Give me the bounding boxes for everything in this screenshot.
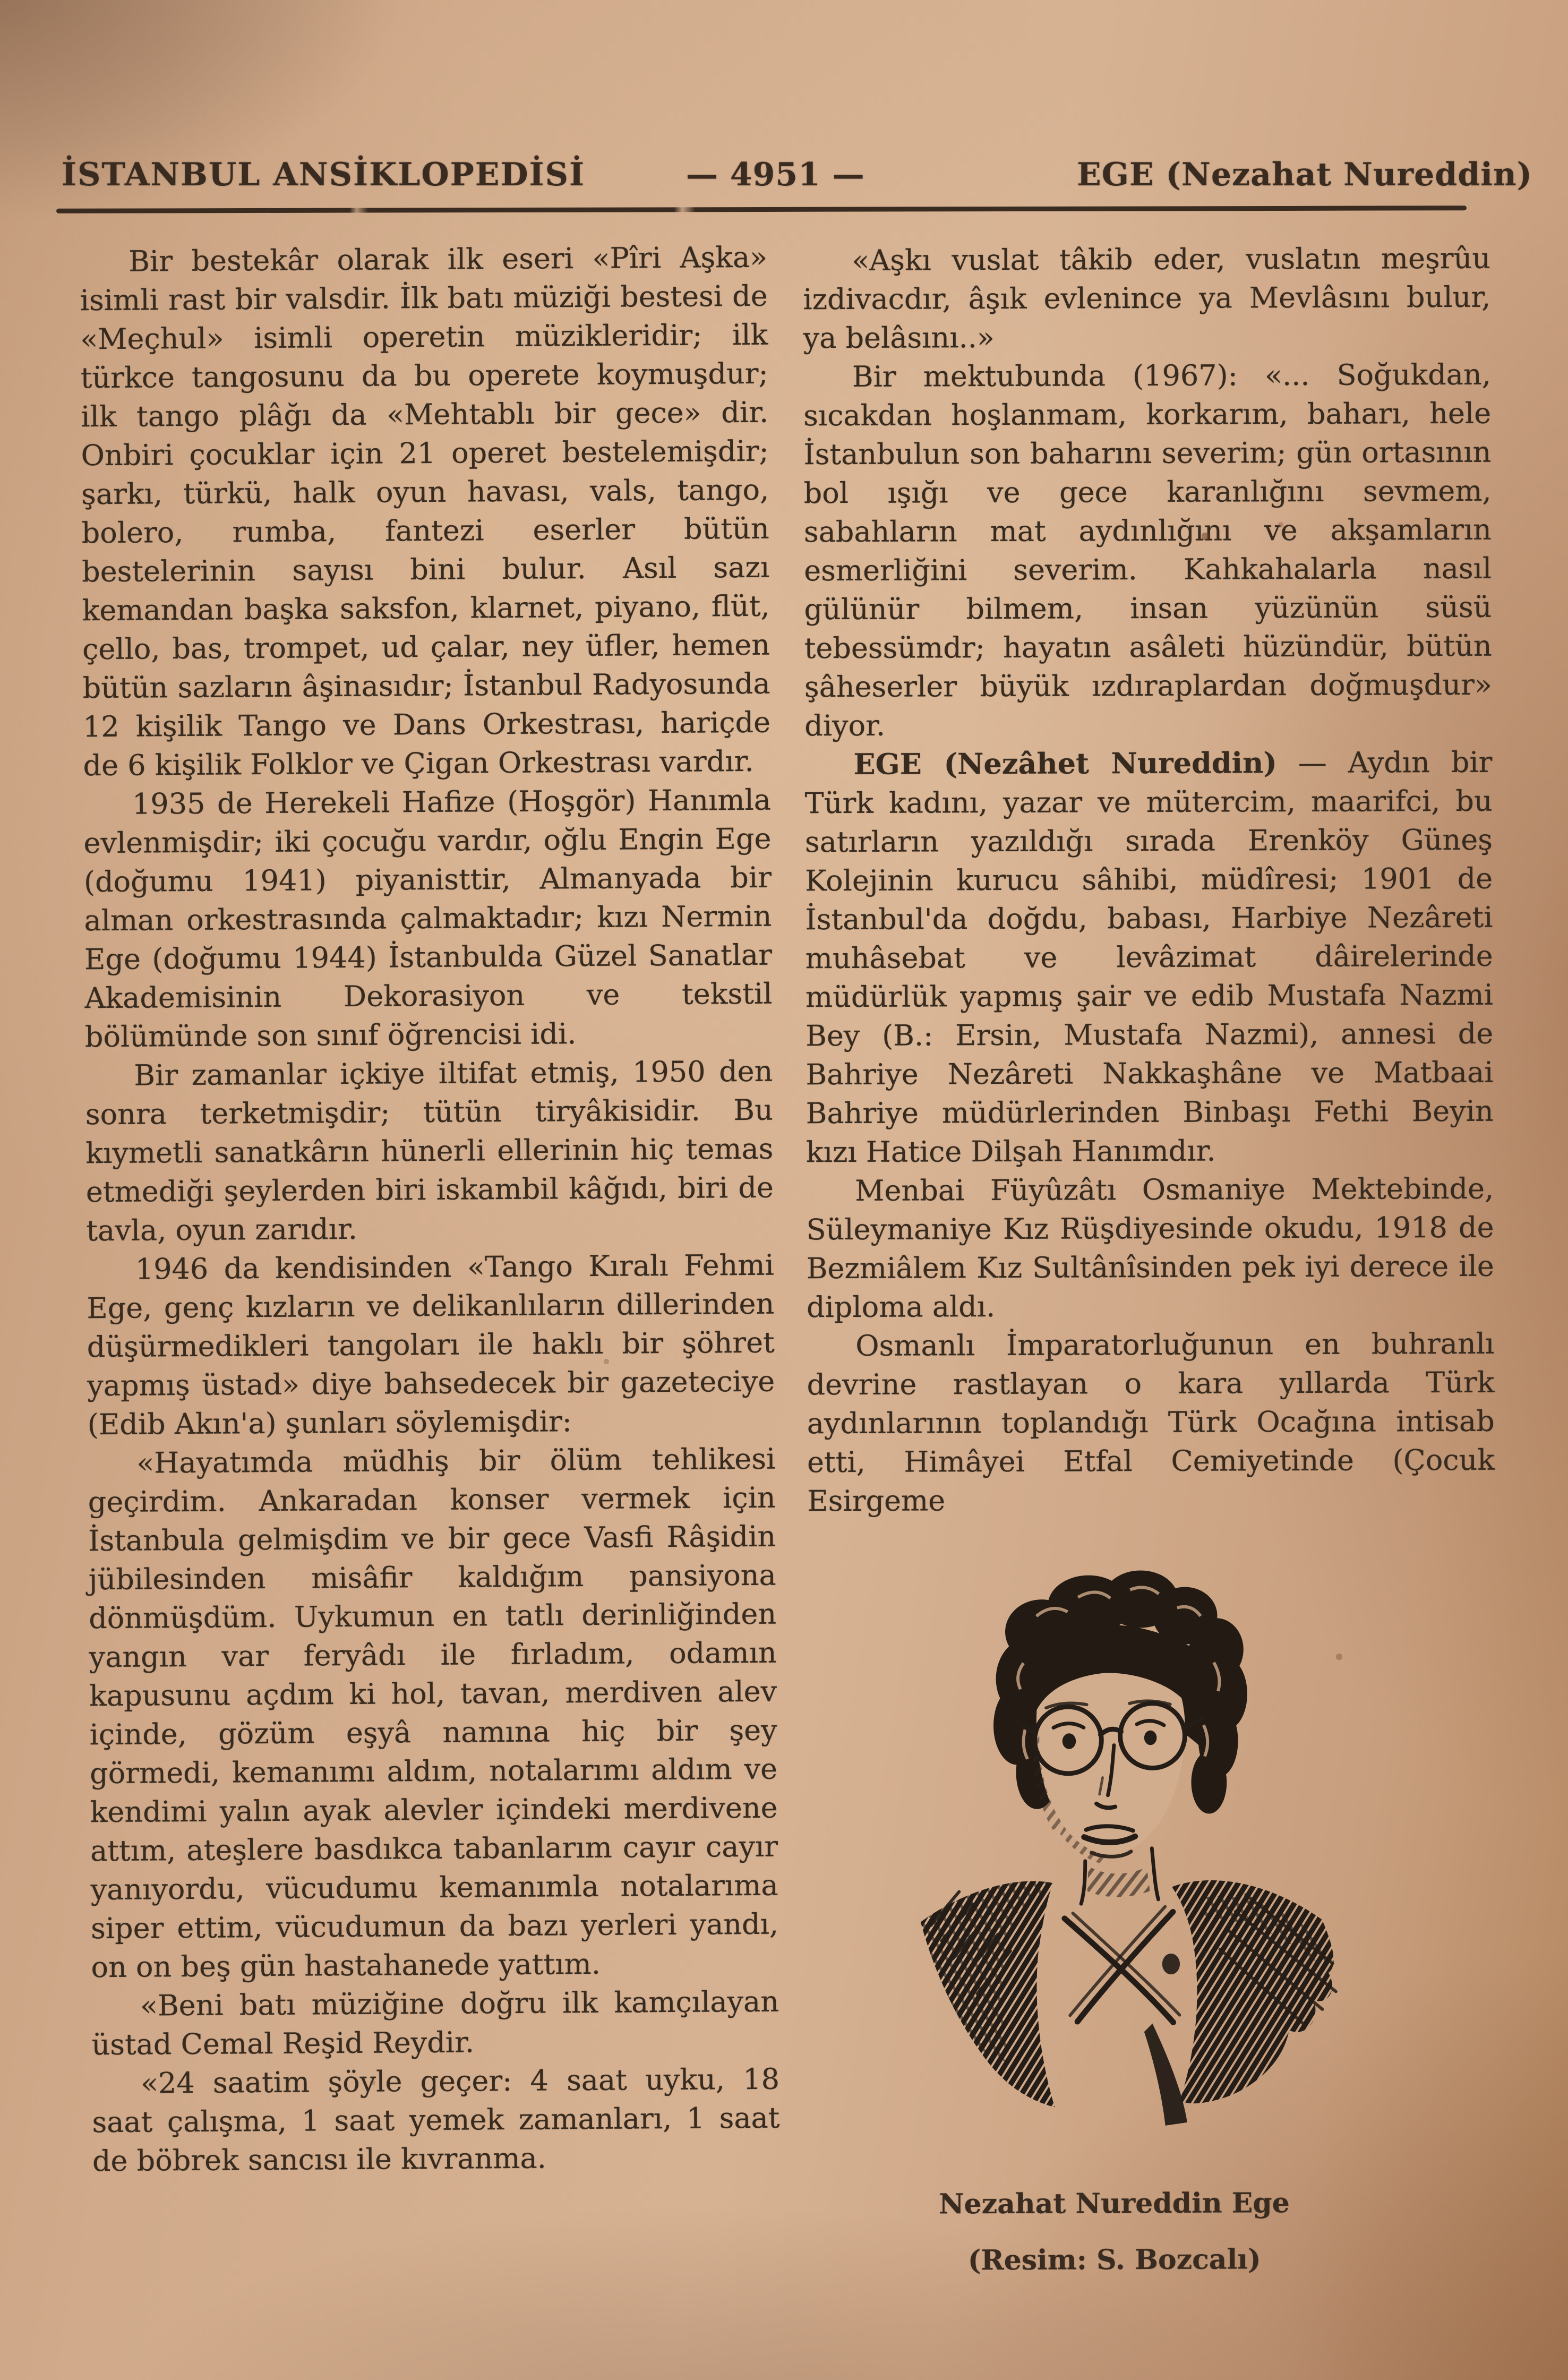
paper-specks	[0, 0, 2, 2]
caption-name: Nezahat Nureddin Ege	[938, 2187, 1290, 2221]
header-entry-ref: EGE (Nezahat Nureddin)	[1077, 156, 1533, 193]
paragraph: Osmanlı İmparatorluğunun en buhranlı devrine rastlayan o kara yıllarda Türk aydınlarının toplandığı Türk Ocağına intisab etti, Himâyei Etfal Cemiyetinde (Çocuk Esirgeme	[807, 1326, 1495, 1518]
paragraph: «24 saatim şöyle geçer: 4 saat uyku, 18 saat çalışma, 1 saat yemek zamanları, 1 saat de böbrek sancısı ile kıvranma.	[92, 2062, 780, 2178]
brooch	[1162, 1954, 1180, 1974]
portrait-figure	[808, 1552, 1498, 2290]
left-column	[80, 238, 780, 2181]
portrait-illustration	[870, 1553, 1361, 2128]
neck-shading	[1087, 1866, 1150, 1897]
paragraph: Bir zamanlar içkiye iltifat etmiş, 1950 den sonra terketmişdir; tütün tiryâkisidir. Bu kıymetli sanatkârın hünerli ellerinin hiç temas etmediği şeylerden biri iskambil kâğıdı, biri de tavla, oyun zarıdır.	[85, 1054, 774, 1248]
header-book-title: İSTANBUL ANSİKLOPEDİSİ	[62, 156, 586, 193]
right-column	[803, 239, 1497, 2289]
entry-body: — Aydın bir Türk kadını, yazar ve mütercim, maarifci, bu satırların yazıldığı sırada Erenköy Güneş Kolejinin kurucu sâhibi, müdîresi; 1901 de İstanbul'da doğdu, babası, Harbiye Nezâreti muhâsebat ve levâzimat dâirelerinde müdürlük yapmış şair ve edib Mustafa Nazmi Bey (B.: Ersin, Mustafa Nazmi), annesi de Bahriye Nezâreti Nakkaşhâne ve Matbaai Bahriye müdürlerinden Binbaşı Fethi Beyin kızı Hatice Dilşah Hanımdır.	[804, 745, 1494, 1169]
lapel-bottom-tip	[1144, 2023, 1187, 2126]
paragraph: 1946 da kendisinden «Tango Kıralı Fehmi Ege, genç kızların ve delikanlıların dillerinden düşürmedikleri tangoları ile haklı bir şöhret yapmış üstad» diye bahsedecek bir gazeteciye (Edib Akın'a) şunları söylemişdir:	[87, 1248, 775, 1442]
paragraph: Bir bestekâr olarak ilk eseri «Pîri Aşka» isimli rast bir valsdir. İlk batı müziği bestesi de «Meçhul» isimli operetin müzikleridir; ilk türkce tangosunu da bu operete koymuşdur; ilk tango plâğı da «Mehtablı bir gece» dir. Onbiri çocuklar için 21 operet bestelemişdir; şarkı, türkü, halk oyun havası, vals, tango, bolero, rumba, fantezi eserler bütün bestelerinin sayısı bini bulur. Asıl sazı kemandan başka saksfon, klarnet, piyano, flüt, çello, bas, trompet, ud çalar, ney üfler, hemen bütün sazların âşinasıdır; İstanbul Radyosunda 12 kişilik Tango ve Dans Orkestrası, hariçde de 6 kişilik Folklor ve Çigan Orkestrası vardır.	[80, 240, 771, 783]
paragraph: «Hayatımda müdhiş bir ölüm tehlikesi geçirdim. Ankaradan konser vermek için İstanbula gelmişdim ve bir gece Vasfi Râşidin jübilesinden misâfir kaldığım pansiyona dönmüşdüm. Uykumun en tatlı derinliğinden yangın var feryâdı ile fırladım, odamın kapusunu açdım ki hol, tavan, merdiven alev içinde, gözüm eşyâ namına hiç bir şey görmedi, kemanımı aldım, notalarımı aldım ve kendimi yalın ayak alevler içindeki merdivene attım, ateşlere basdıkca tabanlarım cayır cayır yanıyordu, vücudumu kemanımla notalarıma siper ettim, vücudumun da bazı yerleri yandı, on on beş gün hastahanede yattım.	[88, 1442, 779, 1984]
header-page-number: — 4951 —	[686, 156, 865, 193]
portrait-caption	[770, 2174, 1459, 2290]
entry-heading: EGE (Nezâhet Nureddin)	[853, 746, 1277, 781]
paragraph: Menbai Füyûzâtı Osmaniye Mektebinde, Süleymaniye Kız Rüşdiyesinde okudu, 1918 de Bezmiâlem Kız Sultânîsinden pek iyi derece ile diploma aldı.	[806, 1171, 1494, 1324]
paragraph: Bir mektubunda (1967): «... Soğukdan, sıcakdan hoşlanmam, korkarım, baharı, hele İstanbulun son baharını severim; gün ortasının bol ışığı ve gece karanlığını sevmem, sabahların mat aydınlığını ve akşamların esmerliğini severim. Kahkahalarla nasıl gülünür bilmem, insan yüzünün süsü tebessümdr; hayatın asâleti hüzündür, bütün şâheserler büyük ızdıraplardan doğmuşdur» diyor.	[803, 357, 1493, 743]
entry-ege-paragraph	[804, 743, 1494, 1172]
paragraph: «Beni batı müziğine doğru ilk kamçılayan üstad Cemal Reşid Reydir.	[91, 1984, 779, 2062]
paragraph: 1935 de Herekeli Hafize (Hoşgör) Hanımla evlenmişdir; iki çocuğu vardır, oğlu Engin Ege (doğumu 1941) piyanisttir, Almanyada bir alman orkestrasında çalmaktadır; kızı Nermin Ege (doğumu 1944) İstanbulda Güzel Sanatlar Akademisinin Dekorasiyon ve tekstil bölümünde son sınıf öğrencisi idi.	[83, 783, 773, 1054]
paragraph: «Aşkı vuslat tâkib eder, vuslatın meşrûu izdivacdır, âşık evlenince ya Mevlâsını bulur, ya belâsını..»	[803, 241, 1491, 355]
header-rule	[56, 206, 1467, 213]
caption-credit: (Resim: S. Bozcalı)	[967, 2243, 1261, 2277]
